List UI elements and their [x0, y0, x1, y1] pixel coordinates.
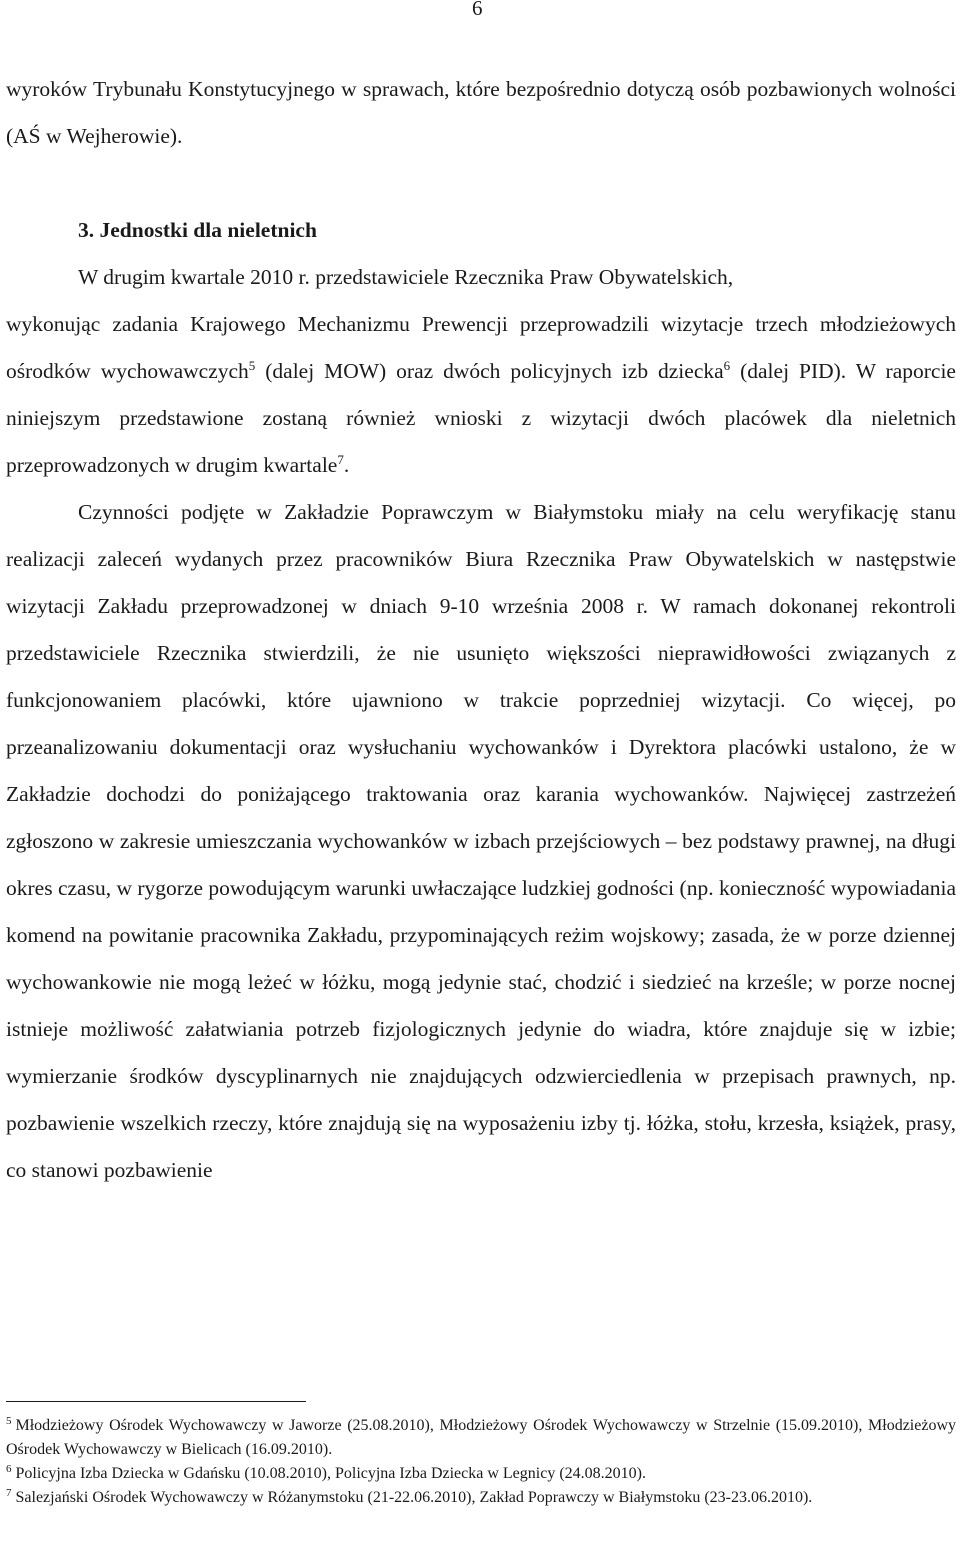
footnote-number: 5 [6, 1414, 12, 1427]
footnote-ref-6: 6 [723, 357, 731, 373]
units-paragraph-text-c: (dalej PID). W raporcie niniejszym przedstawione zostaną również wnioski z wizytacji dwóch placówek dla nieletnich przeprowadzonych w drugim kwartale [6, 359, 956, 477]
footnote-ref-5: 5 [248, 357, 256, 373]
footnote-5 [6, 1414, 956, 1462]
footnote-text: Młodzieżowy Ośrodek Wychowawczy w Jaworze (25.08.2010), Młodzieżowy Ośrodek Wychowawczy w Strzelnie (15.09.2010), Młodzieżowy Ośrodek Wychowawczy w Bielicach (16.09.2010). [6, 1417, 956, 1458]
footnote-ref-7: 7 [337, 451, 344, 467]
paragraph-first-line: W drugim kwartale 2010 r. przedstawiciele Rzecznika Praw Obywatelskich, [78, 265, 734, 289]
paragraph-spacer [6, 160, 956, 207]
units-paragraph [6, 301, 956, 489]
footnote-text: Policyjna Izba Dziecka w Gdańsku (10.08.2010), Policyjna Izba Dziecka w Legnicy (24.08.2010). [15, 1465, 646, 1482]
footnote-7 [6, 1486, 956, 1510]
findings-paragraph: Czynności podjęte w Zakładzie Poprawczym w Białymstoku miały na celu weryfikację stanu realizacji zaleceń wydanych przez pracowników Biura Rzecznika Praw Obywatelskich w następstwie wizytacji Zakładu przeprowadzonej w dniach 9-10 września 2008 r. W ramach dokonanej rekontroli przedstawiciele Rzecznika stwierdzili, że nie usunięto większości nieprawidłowości związanych z funkcjonowaniem placówki, które ujawniono w trakcie poprzedniej wizytacji. Co więcej, po przeanalizowaniu dokumentacji oraz wysłuchaniu wychowanków i Dyrektora placówki ustalono, że w Zakładzie dochodzi do poniżającego traktowania oraz karania wychowanków. Najwięcej zastrzeżeń zgłoszono w zakresie umieszczania wychowanków w izbach przejściowych – bez podstawy prawnej, na długi okres czasu, w rygorze powodującym warunki uwłaczające ludzkiej godności (np. konieczność wypowiadania komend na powitanie pracownika Zakładu, przypominających reżim wojskowy; zasada, że w porze dziennej wychowankowie nie mogą leżeć w łóżku, mogą jedynie stać, chodzić i siedzieć na krześle; w porze nocnej istnieje możliwość załatwiania potrzeb fizjologicznych jedynie do wiadra, które znajduje się w izbie; wymierzanie środków dyscyplinarnych nie znajdujących odzwierciedlenia w przepisach prawnych, np. pozbawienie wszelkich rzeczy, które znajdują się na wyposażeniu izby tj. łóżka, stołu, krzesła, książek, prasy, co stanowi pozbawienie [6, 500, 956, 1182]
document-body [6, 66, 956, 1194]
footnote-6 [6, 1462, 956, 1486]
footnote-separator [6, 1401, 306, 1402]
units-paragraph-text-b: (dalej MOW) oraz dwóch policyjnych izb dziecka [255, 359, 724, 383]
intro-paragraph: wyroków Trybunału Konstytucyjnego w sprawach, które bezpośrednio dotyczą osób pozbawionych wolności (AŚ w Wejherowie). [6, 77, 956, 148]
units-paragraph-text-d: . [343, 453, 350, 477]
page-number: 6 [472, 0, 483, 20]
footnotes [6, 1414, 956, 1510]
footnote-number: 7 [6, 1486, 12, 1499]
footnote-number: 6 [6, 1462, 12, 1475]
section-heading: 3. Jednostki dla nieletnich [78, 218, 317, 242]
footnote-text: Salezjański Ośrodek Wychowawczy w Różanymstoku (21-22.06.2010), Zakład Poprawczy w Białymstoku (23-23.06.2010). [15, 1489, 813, 1506]
units-paragraph-text-a: wykonując zadania Krajowego Mechanizmu Prewencji przeprowadzili wizytacje trzech młodzieżowych ośrodków wychowawczych [6, 312, 956, 383]
